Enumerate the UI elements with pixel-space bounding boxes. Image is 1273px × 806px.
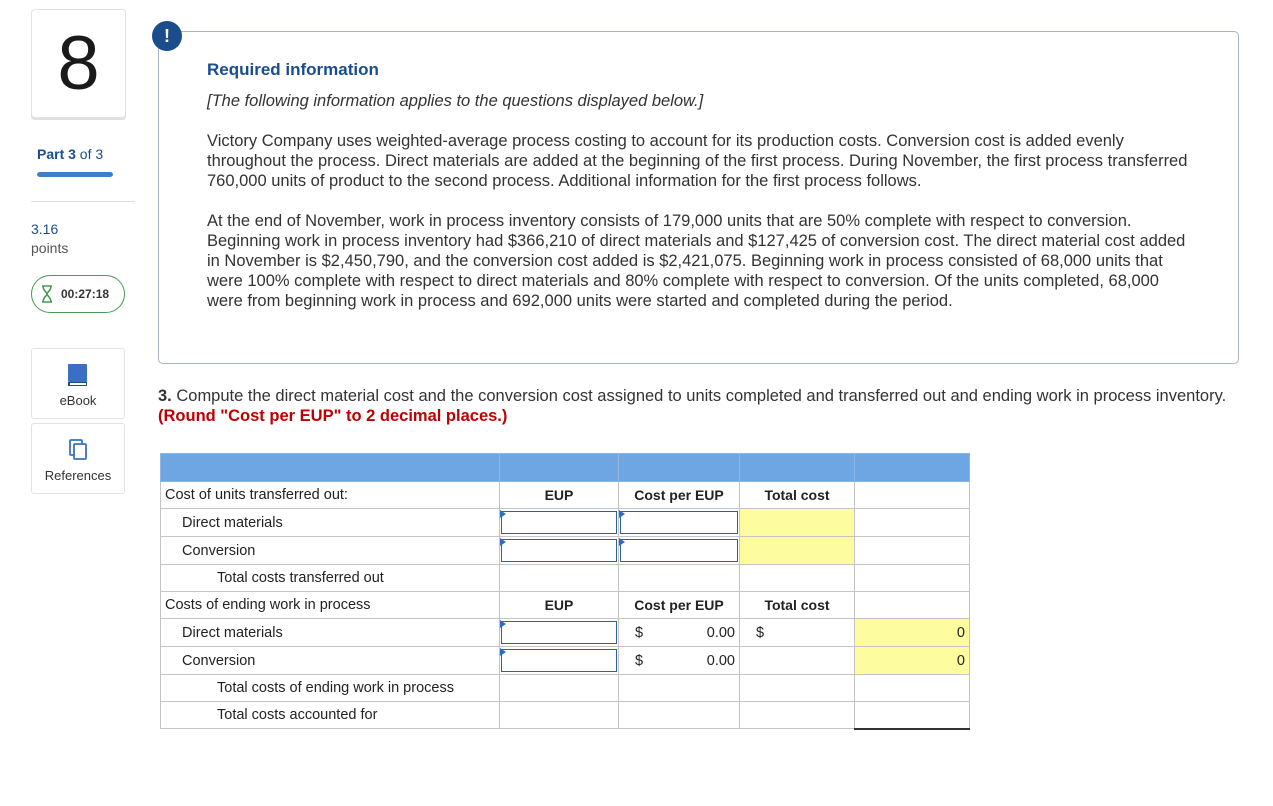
row-label-dm-2: Direct materials xyxy=(182,624,283,641)
question-body: Compute the direct material cost and the conversion cost assigned to units completed and transferred out and ending work in process inventory. xyxy=(171,387,1227,405)
row-label-total-accounted: Total costs accounted for xyxy=(217,707,378,723)
references-button[interactable] xyxy=(31,423,125,494)
part-current: Part 3 xyxy=(37,146,76,162)
table-row xyxy=(161,702,970,729)
row-label-total-transferred: Total costs transferred out xyxy=(217,570,384,586)
col-total-cost-2: Total cost xyxy=(740,592,855,619)
table-row xyxy=(161,482,970,509)
ending-dm-total-currency: $ xyxy=(756,624,765,641)
transferred-conv-eup-input[interactable] xyxy=(501,539,617,562)
transferred-dm-cost-per-input[interactable] xyxy=(620,511,738,534)
transferred-dm-eup-input[interactable] xyxy=(501,511,617,534)
ending-dm-currency: $ xyxy=(635,624,644,641)
section-ending-wip-title: Costs of ending work in process xyxy=(161,592,500,619)
info-paragraph-1: Victory Company uses weighted-average process costing to account for its production costs. Conversion cost is added evenly throughout the process. Direct materials are added at the beginning of the first process. During November, the first process transferred 760,000 units of product to the second process. Additional information for the first process follows. xyxy=(207,132,1188,190)
ending-conv-eup-input[interactable] xyxy=(501,649,617,672)
question-number-label: 3. xyxy=(158,387,172,405)
col-cost-per-eup-2: Cost per EUP xyxy=(619,592,740,619)
points-value: 3.16 xyxy=(31,221,59,237)
ending-dm-eup-input[interactable] xyxy=(501,621,617,644)
transferred-conv-total-cell xyxy=(740,537,855,565)
table-row xyxy=(161,537,970,565)
references-icon xyxy=(67,438,89,462)
row-label-conversion: Conversion xyxy=(182,542,256,559)
table-row xyxy=(161,619,970,647)
col-eup-2: EUP xyxy=(500,592,619,619)
row-label-conversion-2: Conversion xyxy=(182,652,256,669)
required-information-box xyxy=(158,31,1239,364)
question-number: 8 xyxy=(57,20,100,106)
table-row xyxy=(161,509,970,537)
sidebar-divider xyxy=(31,201,135,202)
worksheet-table xyxy=(160,453,970,730)
row-label-dm: Direct materials xyxy=(182,514,283,531)
book-icon xyxy=(67,363,89,387)
table-row xyxy=(161,592,970,619)
info-paragraph-2: At the end of November, work in process inventory consists of 179,000 units that are 50% complete with respect to conversion. Beginning work in process inventory had $366,210 of direct materials and $127,425 of conversion cost. The direct material cost added in November is $2,450,790, and the conversion cost added is $2,421,075. Beginning work in process consisted of 68,000 units that were 100% complete with respect to direct materials and 80% complete with respect to conversion. Of the units completed, 68,000 were from beginning work in process and 692,000 units were started and completed during the period. xyxy=(207,212,1186,310)
transferred-conv-cost-per-input[interactable] xyxy=(620,539,738,562)
timer-value: 00:27:18 xyxy=(61,287,110,301)
ending-conv-total: 0 xyxy=(956,652,965,669)
part-total: of 3 xyxy=(75,146,104,162)
timer[interactable] xyxy=(31,275,125,313)
table-row xyxy=(161,675,970,702)
grand-total-cell xyxy=(855,702,970,729)
hourglass-icon xyxy=(39,285,55,303)
alert-icon: ! xyxy=(152,21,182,51)
table-row xyxy=(161,565,970,592)
info-title: Required information xyxy=(207,60,379,79)
references-label: References xyxy=(44,468,112,483)
row-label-total-ending-wip: Total costs of ending work in process xyxy=(217,680,454,696)
part-indicator xyxy=(37,146,103,162)
table-row xyxy=(161,647,970,675)
transferred-dm-total-cell xyxy=(740,509,855,537)
section-transferred-title: Cost of units transferred out: xyxy=(161,482,500,509)
rounding-note: (Round "Cost per EUP" to 2 decimal places.) xyxy=(158,407,508,425)
points-label: points xyxy=(31,240,69,256)
ebook-button[interactable] xyxy=(31,348,125,419)
col-total-cost: Total cost xyxy=(740,482,855,509)
info-subtitle: [The following information applies to the questions displayed below.] xyxy=(207,92,704,110)
part-progress-bar xyxy=(37,172,113,177)
question-text xyxy=(158,386,1248,426)
col-cost-per-eup: Cost per EUP xyxy=(619,482,740,509)
question-number-card xyxy=(31,9,126,118)
part-progress-fill xyxy=(37,172,113,177)
ending-conv-cost-per: 0.00 xyxy=(706,652,735,669)
col-eup: EUP xyxy=(500,482,619,509)
ending-dm-cost-per: 0.00 xyxy=(706,624,735,641)
ending-dm-total: 0 xyxy=(956,624,965,641)
table-header-row xyxy=(161,454,970,482)
ending-conv-currency: $ xyxy=(635,652,644,669)
ebook-label: eBook xyxy=(59,393,97,408)
